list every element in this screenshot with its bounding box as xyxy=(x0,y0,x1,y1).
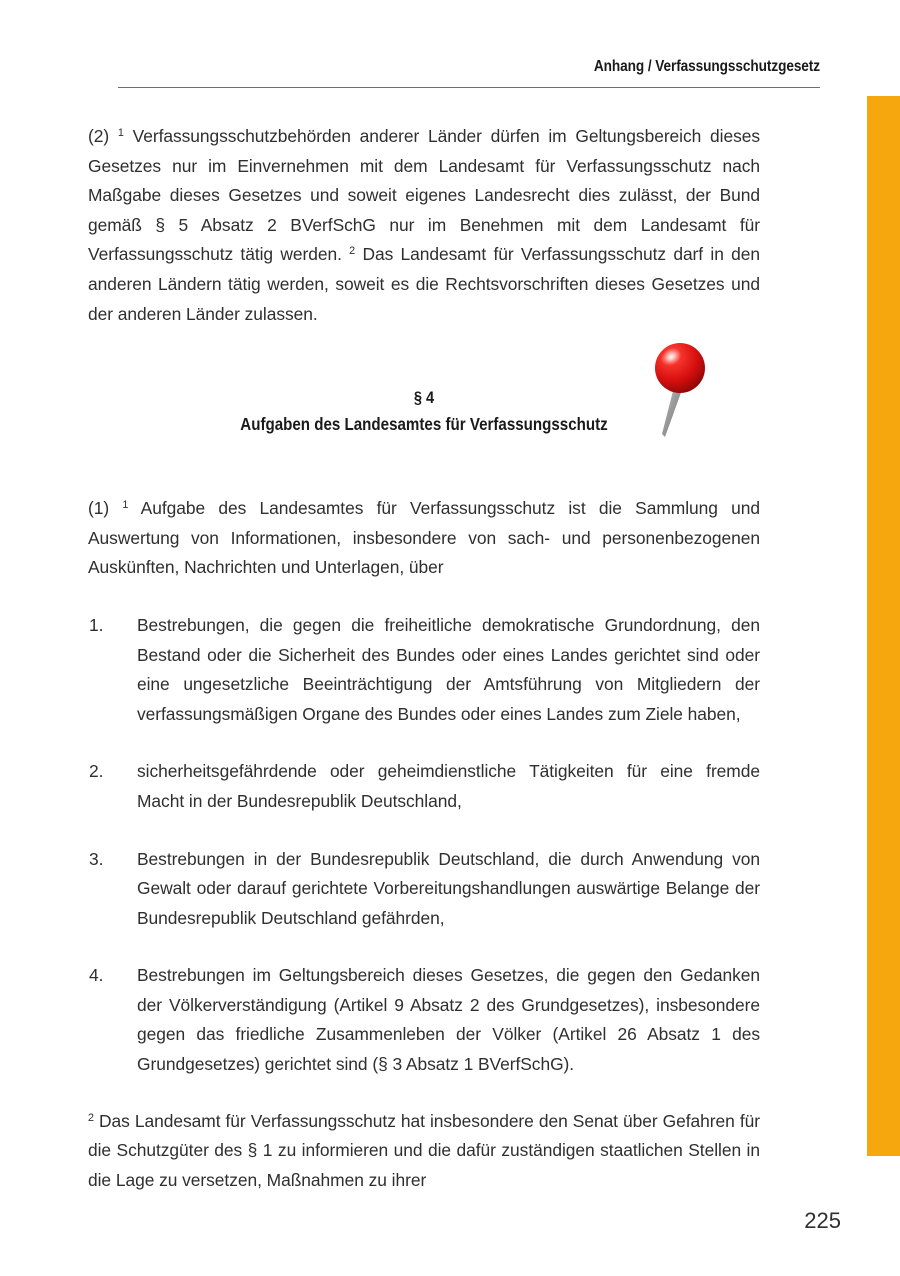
text-column xyxy=(88,122,760,1195)
header-rule xyxy=(118,87,820,88)
spacer-before-section xyxy=(88,329,760,385)
list-item xyxy=(88,757,760,816)
paragraph-absatz-2 xyxy=(88,122,760,329)
absatz-2-sentence-2: Das Landesamt für Verfassungsschutz darf in den anderen Ländern tätig werden, soweit es die Rechtsvorschriften dieses Gesetzes und der anderen Länder zulassen. xyxy=(88,244,760,324)
absatz-1-number: (1) xyxy=(88,498,123,519)
spacer-after-section xyxy=(88,438,760,494)
orange-edge-tab xyxy=(867,96,900,1156)
list-item-text: Bestrebungen in der Bundesrepublik Deutschland, die durch Anwendung von Gewalt oder darauf gerichtete Vorbereitungshandlungen auswärtige Belange der Bundesrepublik Deutschland gefährden, xyxy=(137,848,760,928)
footnote-marker-1: 1 xyxy=(117,127,124,140)
absatz-2-number: (2) xyxy=(88,126,118,146)
running-head-title: Anhang / Verfassungsschutzgesetz xyxy=(593,58,820,75)
list-item xyxy=(88,611,760,729)
page-number: 225 xyxy=(804,1208,841,1233)
list-item-marker: 1. xyxy=(89,614,104,635)
absatz-1-sentence-1: Aufgabe des Landesamtes für Verfassungsschutz ist die Sammlung und Auswertung von Informationen, insbesondere von sach- und personenbezogenen Auskünften, Nachrichten und Unterlagen, über xyxy=(88,498,760,578)
spacer-after-list xyxy=(88,1080,760,1107)
list-item-text: Bestrebungen, die gegen die freiheitliche demokratische Grundordnung, den Bestand oder die Sicherheit des Bundes oder eines Landes gerichtet sind oder eine ungesetzliche Beeinträchtigung der Amtsführung von Mitgliedern der verfassungsmäßigen Organe des Bundes oder eines Landes zum Ziele haben, xyxy=(137,614,760,724)
running-head xyxy=(118,58,820,76)
list-item-marker: 3. xyxy=(89,848,104,869)
list-item-text: sicherheitsgefährdende oder geheimdienstliche Tätigkeiten für eine fremde Macht in der Bundesrepublik Deutschland, xyxy=(137,761,760,811)
list-item-marker: 2. xyxy=(89,761,104,782)
list-item-text: Bestrebungen im Geltungsbereich dieses Gesetzes, die gegen den Gedanken der Völkerverständigung (Artikel 9 Absatz 2 des Grundgesetzes), insbesondere gegen das friedliche Zusammenleben der Völker (Artikel 26 Absatz 1 des Grundgesetzes) gerichtet sind (§ 3 Absatz 1 BVerfSchG). xyxy=(137,965,760,1075)
list-item-marker: 4. xyxy=(89,965,104,986)
paragraph-absatz-1 xyxy=(88,494,760,583)
absatz-2-sentence-1: Verfassungsschutzbehörden anderer Länder dürfen im Geltungsbereich dieses Gesetzes nur im Einvernehmen mit dem Landesamt für Verfassungsschutz nach Maßgabe dieses Gesetzes und soweit eigenes Landesrecht dies zulässt, der Bund gemäß § 5 Absatz 2 BVerfSchG nur im Benehmen mit dem Landesamt für Verfassungsschutz tätig werden. xyxy=(88,126,760,265)
footnote-marker-4: 2 xyxy=(88,1111,94,1124)
footnote-marker-3: 1 xyxy=(122,499,129,512)
section-title: Aufgaben des Landesamtes für Verfassungsschutz xyxy=(240,414,608,435)
spacer-before-list xyxy=(88,583,760,611)
section-heading-block xyxy=(88,385,760,438)
footnote-marker-2: 2 xyxy=(349,245,356,258)
closing-sentence: Das Landesamt für Verfassungsschutz hat insbesondere den Senat über Gefahren für die Schutzgüter des § 1 zu informieren und die dafür zuständigen staatlichen Stellen in die Lage zu versetzen, Maßnahmen zu ihrer xyxy=(88,1110,760,1190)
list-item xyxy=(88,961,760,1079)
enumerated-list xyxy=(88,611,760,1080)
list-item xyxy=(88,845,760,934)
paragraph-closing xyxy=(88,1107,760,1196)
section-number: § 4 xyxy=(413,388,435,408)
